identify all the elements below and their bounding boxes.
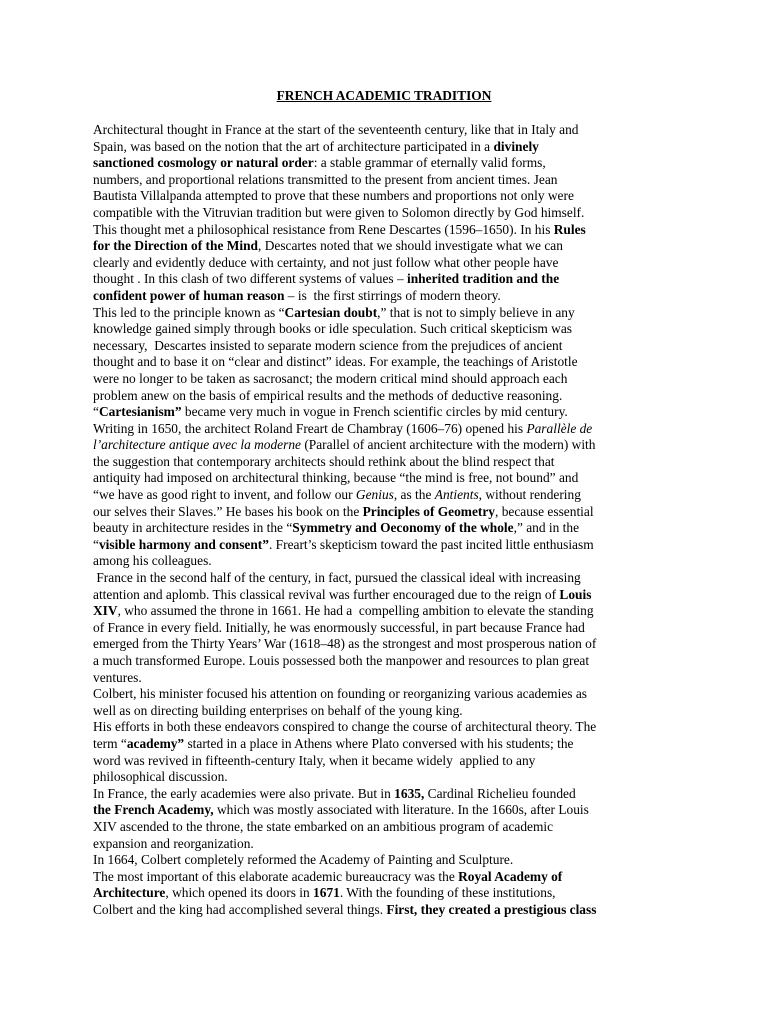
text-line bbox=[93, 288, 683, 305]
text-line bbox=[93, 653, 683, 670]
text-run: Colbert and the king had accomplished several things. bbox=[93, 901, 387, 917]
text-line bbox=[93, 520, 683, 537]
text-line bbox=[93, 570, 683, 587]
bold-text: Principles of Geometry bbox=[362, 503, 496, 519]
text-line bbox=[93, 786, 683, 803]
text-run: thought and to base it on “clear and distinct” ideas. For example, the teachings of Aristotle bbox=[93, 354, 578, 370]
text-run: – is the first stirrings of modern theory. bbox=[284, 287, 501, 303]
bold-text: Royal Academy of bbox=[458, 868, 563, 884]
text-line bbox=[93, 819, 683, 836]
bold-text: inherited tradition and the bbox=[407, 271, 560, 287]
text-run: antiquity had imposed on architectural thinking, because “the mind is free, not bound” and bbox=[93, 470, 579, 486]
text-line bbox=[93, 321, 683, 338]
text-run: our selves their Slaves.” He bases his book on the bbox=[93, 503, 363, 519]
text-run: ventures. bbox=[93, 669, 142, 685]
text-run: XIV ascended to the throne, the state embarked on an ambitious program of academic bbox=[93, 818, 554, 834]
text-line bbox=[93, 769, 683, 786]
text-run: Bautista Villalpanda attempted to prove that these numbers and proportions not only were bbox=[93, 188, 574, 204]
text-run: among his colleagues. bbox=[93, 553, 212, 569]
text-line bbox=[93, 404, 683, 421]
text-run: clearly and evidently deduce with certainty, and not just follow what other people have bbox=[93, 254, 559, 270]
italic-text: Genius bbox=[355, 487, 394, 503]
text-run: of France in every field. Initially, he was enormously successful, in part because France had bbox=[93, 619, 585, 635]
text-line bbox=[93, 587, 683, 604]
bold-text: 1671 bbox=[313, 885, 340, 901]
text-line bbox=[93, 802, 683, 819]
text-run: well as on directing building enterprises on behalf of the young king. bbox=[93, 702, 463, 718]
text-run: , without rendering bbox=[478, 487, 581, 503]
text-run: the suggestion that contemporary architects should rethink about the blind respect that bbox=[93, 453, 555, 469]
text-line bbox=[93, 620, 683, 637]
text-line bbox=[93, 719, 683, 736]
text-line bbox=[93, 736, 683, 753]
text-line bbox=[93, 188, 683, 205]
text-run: (Parallel of ancient architecture with the modern) with bbox=[300, 437, 596, 453]
text-run: “ bbox=[93, 536, 99, 552]
bold-text: Cartesian doubt bbox=[284, 304, 378, 320]
text-run: problem anew on the basis of empirical results and the methods of deductive reasoning. bbox=[93, 387, 563, 403]
text-run: . With the founding of these institutions, bbox=[339, 885, 556, 901]
bold-text: Louis bbox=[559, 586, 592, 602]
text-line bbox=[93, 139, 683, 156]
text-run: term “ bbox=[93, 735, 127, 751]
text-run: started in a place in Athens where Plato conversed with his students; the bbox=[184, 735, 574, 751]
bold-text: First, they created a prestigious class bbox=[386, 901, 597, 917]
text-line bbox=[93, 155, 683, 172]
text-run: The most important of this elaborate academic bureaucracy was the bbox=[93, 868, 459, 884]
text-line bbox=[93, 122, 683, 139]
text-run: ,” and in the bbox=[513, 520, 580, 536]
text-run: Colbert, his minister focused his attention on founding or reorganizing various academies as bbox=[93, 686, 587, 702]
text-line bbox=[93, 753, 683, 770]
text-run: , because essential bbox=[495, 503, 594, 519]
document-body bbox=[93, 122, 683, 919]
text-run: “ bbox=[93, 404, 99, 420]
text-line bbox=[93, 636, 683, 653]
bold-text: academy” bbox=[126, 735, 185, 751]
bold-text: Cartesianism” bbox=[98, 404, 182, 420]
text-line bbox=[93, 454, 683, 471]
text-line bbox=[93, 305, 683, 322]
text-line bbox=[93, 603, 683, 620]
text-line bbox=[93, 371, 683, 388]
text-line bbox=[93, 271, 683, 288]
bold-text: Symmetry and Oeconomy of the whole bbox=[292, 520, 514, 536]
bold-text: Architecture bbox=[93, 885, 166, 901]
text-run: His efforts in both these endeavors conspired to change the course of architectural theory. The bbox=[93, 719, 597, 735]
bold-text: confident power of human reason bbox=[93, 287, 285, 303]
text-line bbox=[93, 205, 683, 222]
text-run: , who assumed the throne in 1661. He had a compelling ambition to elevate the standing bbox=[117, 603, 594, 619]
text-run: In France, the early academies were also private. But in bbox=[93, 785, 395, 801]
text-run: compatible with the Vitruvian tradition but were given to Solomon directly by God himself. bbox=[93, 204, 585, 220]
text-run: beauty in architecture resides in the “ bbox=[93, 520, 293, 536]
text-run: Architectural thought in France at the start of the seventeenth century, like that in Italy and bbox=[93, 122, 579, 137]
text-run: : a stable grammar of eternally valid forms, bbox=[313, 155, 546, 171]
text-run: knowledge gained simply through books or idle speculation. Such critical skepticism was bbox=[93, 321, 572, 337]
text-run: word was revived in fifteenth-century Italy, when it became widely applied to any bbox=[93, 752, 536, 768]
text-line bbox=[93, 238, 683, 255]
text-line bbox=[93, 869, 683, 886]
text-run: France in the second half of the century, in fact, pursued the classical ideal with increasing bbox=[93, 570, 581, 586]
italic-text: Antients bbox=[434, 487, 479, 503]
bold-text: for the Direction of the Mind bbox=[93, 238, 259, 254]
text-line bbox=[93, 470, 683, 487]
text-run: This led to the principle known as “ bbox=[93, 304, 285, 320]
text-line bbox=[93, 172, 683, 189]
text-line bbox=[93, 487, 683, 504]
text-run: were no longer to be taken as sacrosanct; the modern critical mind should approach each bbox=[93, 370, 568, 386]
text-line bbox=[93, 354, 683, 371]
text-line bbox=[93, 553, 683, 570]
text-line bbox=[93, 338, 683, 355]
text-run: “we have as good right to invent, and follow our bbox=[93, 487, 356, 503]
italic-text: Parallèle de bbox=[526, 420, 593, 436]
text-run: attention and aplomb. This classical revival was further encouraged due to the reign of bbox=[93, 586, 560, 602]
bold-text: divinely bbox=[493, 138, 539, 154]
text-line bbox=[93, 537, 683, 554]
bold-text: XIV bbox=[93, 603, 118, 619]
bold-text: sanctioned cosmology or natural order bbox=[93, 155, 314, 171]
text-run: expansion and reorganization. bbox=[93, 835, 254, 851]
text-run: , Descartes noted that we should investigate what we can bbox=[258, 238, 563, 254]
text-line bbox=[93, 222, 683, 239]
text-run: , which opened its doors in bbox=[165, 885, 314, 901]
text-line bbox=[93, 836, 683, 853]
text-run: which was mostly associated with literature. In the 1660s, after Louis bbox=[213, 802, 589, 818]
bold-text: the French Academy, bbox=[93, 802, 214, 818]
text-run: Cardinal Richelieu founded bbox=[424, 785, 576, 801]
text-run: This thought met a philosophical resistance from Rene Descartes (1596–1650). In his bbox=[93, 221, 554, 237]
text-run: thought . In this clash of two different systems of values – bbox=[93, 271, 408, 287]
text-run: Spain, was based on the notion that the art of architecture participated in a bbox=[93, 138, 494, 154]
bold-text: 1635, bbox=[394, 785, 425, 801]
text-line bbox=[93, 885, 683, 902]
text-run: emerged from the Thirty Years’ War (1618–48) as the strongest and most prosperous nation of bbox=[93, 636, 597, 652]
text-line bbox=[93, 670, 683, 687]
text-line bbox=[93, 437, 683, 454]
text-line bbox=[93, 504, 683, 521]
text-line bbox=[93, 902, 683, 919]
text-run: philosophical discussion. bbox=[93, 769, 228, 785]
text-run: a much transformed Europe. Louis possessed both the manpower and resources to plan great bbox=[93, 653, 590, 668]
text-line bbox=[93, 852, 683, 869]
bold-text: visible harmony and consent” bbox=[98, 536, 269, 552]
text-run: ,” that is not to simply believe in any bbox=[377, 304, 575, 320]
text-run: . Freart’s skepticism toward the past incited little enthusiasm bbox=[268, 536, 594, 552]
text-line bbox=[93, 686, 683, 703]
text-line bbox=[93, 255, 683, 272]
text-run: numbers, and proportional relations transmitted to the present from ancient times. Jean bbox=[93, 171, 558, 187]
document-title: FRENCH ACADEMIC TRADITION bbox=[276, 88, 492, 103]
text-run: necessary, Descartes insisted to separate modern science from the prejudices of ancient bbox=[93, 337, 563, 353]
text-line bbox=[93, 421, 683, 438]
bold-text: Rules bbox=[553, 221, 586, 237]
text-run: , as the bbox=[393, 487, 435, 503]
text-run: became very much in vogue in French scientific circles by mid century. bbox=[181, 404, 568, 420]
text-line bbox=[93, 703, 683, 720]
italic-text: l’architecture antique avec la moderne bbox=[93, 437, 301, 453]
text-run: Writing in 1650, the architect Roland Freart de Chambray (1606–76) opened his bbox=[93, 420, 527, 436]
text-run: In 1664, Colbert completely reformed the Academy of Painting and Sculpture. bbox=[93, 852, 514, 868]
text-line bbox=[93, 388, 683, 405]
